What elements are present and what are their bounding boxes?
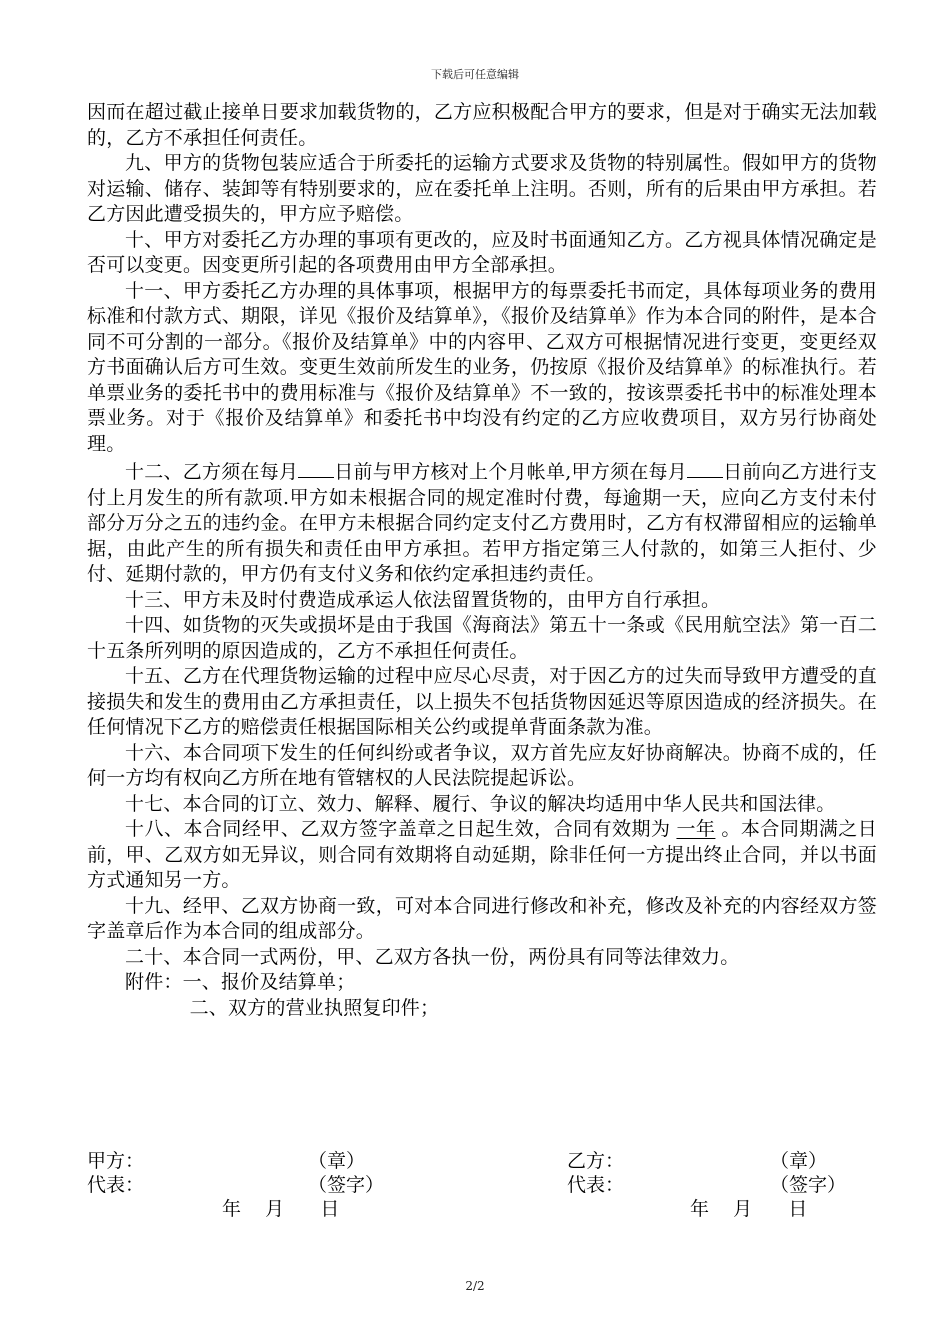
party-a-date: 年 月 日 — [222, 1198, 340, 1220]
party-b-label: 乙方： — [567, 1150, 625, 1172]
clause-18-part-b: 。本合同期满之日前，甲、乙双方如无异议，则合同有效期将自动延期，除非任何一方提出终止合同，并以书面方式通知另一方。 — [87, 818, 877, 891]
clause-13: 十三、甲方未及时付费造成承运人依法留置货物的，由甲方自行承担。 — [125, 588, 721, 611]
party-a-rep-label: 代表： — [87, 1174, 145, 1196]
attachment-2: 二、双方的营业执照复印件； — [189, 996, 440, 1019]
clause-11: 十一、甲方委托乙方办理的具体事项，根据甲方的每票委托书而定，具体每项业务的费用标准和付款方式、期限，详见《报价及结算单》，《报价及结算单》作为本合同的附件，是本合同不可分割的一部分。《报价及结算单》中的内容甲、乙双方可根据情况进行变更，变更经双方书面确认后方可生效。变更生效前所发生的业务，仍按原《报价及结算单》的标准执行。若单票业务的委托书中的费用标准与《报价及结算单》不一致的，按该票委托书中的标准处理本票业务。对于《报价及结算单》和委托书中均没有约定的乙方应收费项目，双方另行协商处理。 — [87, 279, 877, 455]
clause-14: 十四、如货物的灭失或损坏是由于我国《海商法》第五十一条或《民用航空法》第一百二十五条所列明的原因造成的，乙方不承担任何责任。 — [87, 614, 877, 662]
clause-19: 十九、经甲、乙双方协商一致，可对本合同进行修改和补充，修改及补充的内容经双方签字盖章后作为本合同的组成部分。 — [87, 894, 877, 942]
party-b-sign: （签字） — [770, 1174, 847, 1196]
clause-12-part-c: 日前向乙方进行支付上月发生的所有款项.甲方如未根据合同的规定准时付费，每逾期一天，应向乙方支付未付部分万分之五的违约金。在甲方未根据合同约定支付乙方费用时，乙方有权滞留相应的运输单据，由此产生的所有损失和责任由甲方承担。若甲方指定第三人付款的，如第三人拒付、少付、延期付款的，甲方仍有支付义务和依约定承担违约责任。 — [87, 461, 877, 585]
clause-20: 二十、本合同一式两份，甲、乙双方各执一份，两份具有同等法律效力。 — [125, 945, 740, 968]
clause-15: 十五、乙方在代理货物运输的过程中应尽心尽责，对于因乙方的过失而导致甲方遭受的直接损失和发生的费用由乙方承担责任，以上损失不包括货物因延迟等原因造成的经济损失。在任何情况下乙方的赔偿责任根据国际相关公约或提单背面条款为准。 — [87, 665, 877, 738]
page-header-note: 下载后可任意编辑 — [431, 68, 519, 81]
party-b-rep-label: 代表： — [567, 1174, 625, 1196]
contract-body — [87, 100, 877, 1021]
party-b-date: 年 月 日 — [690, 1198, 808, 1220]
clause-18-part-a: 十八、本合同经甲、乙双方签字盖章之日起生效，合同有效期为 — [125, 818, 671, 840]
clause-16: 十六、本合同项下发生的任何纠纷或者争议，双方首先应友好协商解决。协商不成的，任何一方均有权向乙方所在地有管辖权的人民法院提起诉讼。 — [87, 741, 877, 789]
blank-field-day-1 — [298, 457, 334, 478]
clause-10: 十、甲方对委托乙方办理的事项有更改的，应及时书面通知乙方。乙方视具体情况确定是否可以变更。因变更所引起的各项费用由甲方全部承担。 — [87, 228, 877, 276]
party-b-seal: （章） — [770, 1150, 828, 1172]
attachment-1: 附件：一、报价及结算单； — [125, 971, 356, 993]
party-a-sign: （签字） — [308, 1174, 385, 1196]
clause-9: 九、甲方的货物包装应适合于所委托的运输方式要求及货物的特别属性。假如甲方的货物对运输、储存、装卸等有特别要求的，应在委托单上注明。否则，所有的后果由甲方承担。若乙方因此遭受损失的，甲方应予赔偿。 — [87, 152, 877, 225]
clause-12-part-a: 十二、乙方须在每月 — [125, 461, 299, 483]
clause-17: 十七、本合同的订立、效力、解释、履行、争议的解决均适用中华人民共和国法律。 — [125, 792, 836, 815]
contract-term-value: 一年 — [676, 818, 716, 840]
party-a-label: 甲方： — [87, 1150, 145, 1172]
party-a-seal: （章） — [308, 1150, 366, 1172]
blank-field-day-2 — [687, 457, 723, 478]
page-number: 2/2 — [465, 1279, 485, 1293]
clause-12-part-b: 日前与甲方核对上个月帐单,甲方须在每月 — [334, 461, 688, 483]
clause-12 — [87, 457, 877, 588]
paragraph-continuation: 因而在超过截止接单日要求加载货物的，乙方应积极配合甲方的要求，但是对于确实无法加载的，乙方不承担任何责任。 — [87, 101, 877, 149]
clause-18 — [87, 817, 877, 894]
